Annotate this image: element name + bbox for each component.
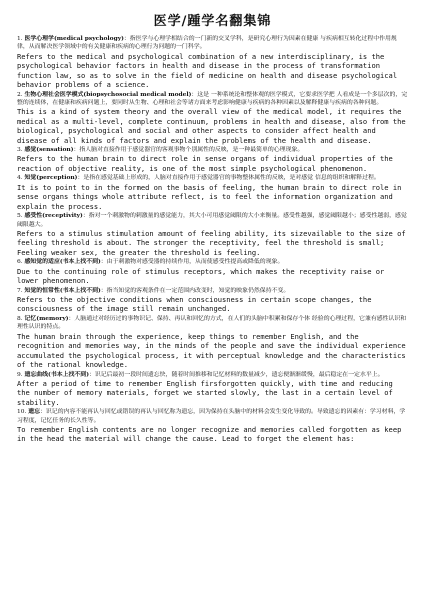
entry (17, 174, 408, 211)
entry-english: Refers to the human brain to direct role in sense organs of individual properties of the reaction of objective reality, is one of the most simple psychological phenomenon. (17, 154, 393, 173)
entry (17, 258, 408, 285)
entry-number: 1. (17, 36, 23, 42)
entry (17, 35, 408, 90)
entry-chinese (17, 408, 408, 425)
entry-number: 9. (17, 371, 23, 378)
entry-term: 知觉(perception) (24, 174, 78, 182)
entry-term: 感知觉的适应(书本上找不到) (24, 258, 101, 266)
entry-chinese (17, 212, 408, 229)
entry-definition: ：是指在感觉基础上形成的，人脑对直接作用于感觉器官的事物整体属性的反映，是对感觉 信息的组织和解释过程。 (77, 175, 380, 182)
entry-number: 3. (17, 147, 23, 154)
entry-english: Refers to the medical and psychological combination of a new interdisciplinary, is the psychological behavior factors in health and disease in the process of transformation function law, so as to solve in the field of medicine on health and disease psychological behavior problems of a science. (17, 51, 398, 90)
entry-definition: ：指对一个刺激物的刺激量的感觉能力，其大小可用感觉阈限的大小来衡量。感受性越强，感觉阈限越小；感受性越弱，感觉阈限越大。 (17, 213, 407, 228)
entry-english: This is a kind of system theory and the overall view of the medical model, it requires the medical as a multi-level, complete continuum, problems in health and disease, also from the biological, psychological and social and other aspects to consider affect health and disease of all kinds of factors and explain the problems of the health and disease. (17, 107, 406, 145)
entry-chinese (17, 91, 408, 108)
entry-number: 10. (17, 409, 27, 416)
entry-english: Refers to the objective conditions when consciousness in certain scope changes, the consciousness of the image still remain unchanged. (17, 294, 372, 314)
entry-term: 医学心理学(medical psychology) (24, 35, 124, 42)
entry-term: 记忆(memory) (24, 314, 69, 322)
entry-chinese (17, 315, 408, 332)
entry-chinese (17, 146, 408, 154)
entry-english: To remember English contents are no longer recognize and memories called forgotten as keep in the head the material will change the cause. Lead to forget the element has: (17, 424, 402, 444)
entry (17, 408, 408, 444)
entry (17, 371, 408, 408)
entry-english: It is to point to in the formed on the basis of feeling, the human brain to direct role in sense organs things whole attribute reflect, is to feel the information organization and explain the process. (17, 182, 402, 211)
entry (17, 315, 408, 370)
entry-number: 8. (17, 315, 23, 322)
entry-number: 7. (17, 287, 23, 294)
entry-definition: ：识记后最初一段时间遗忘快，随着时间推移和记忆材料的数量减少，遗忘便渐渐缓慢，最后稳定在一定水平上。 (88, 371, 384, 378)
entry-chinese (17, 258, 408, 266)
entry-term: 生物心理社会医学模式(biopsychosocial medical model) (24, 90, 192, 98)
entry-english: Refers to a stimulus stimulation amount of feeling ability, its sizevailable to the size of feeling threshold is about. The stronger the receptivity, feel the threshold is small; Feeling weaker sex, the greater the threshold is feeling. (17, 228, 406, 257)
entry-definition: ：人脑通过对经历过的事物识记、保持、再认和回忆的方式，在人们的头脑中积累和保存个体 经验的心理过程，它兼有感性认识和理性认识的特点。 (17, 315, 407, 331)
entry-term: 知觉的恒常性(书本上找不到) (24, 286, 101, 294)
entry-definition: ：由于刺激物对感受器的持续作用，从而使感受性提高或降低的现象。 (100, 259, 284, 266)
entry-number: 6. (17, 259, 23, 266)
entry-number: 5. (17, 213, 23, 220)
entry-definition: ：指当知觉的客观条件在一定范围内改变时，知觉的映象仍然保持不变。 (100, 287, 290, 294)
entry-chinese (17, 174, 408, 182)
entry-chinese (17, 35, 408, 52)
entry-definition: ：指医学与心理学相结合的一门新的交叉学科，是研究心理行为因素在健康 与疾病相互转化过程中作用规律，从而解决医学领域中的有关健康和疾病的心理行为问题的一门科学。 (17, 36, 397, 51)
entry-english: After a period of time to remember English firsforgotten quickly, with time and reducing the number of memory materials, forget we started slowly, the last in a certain level of stability. (17, 378, 393, 407)
page-title: 医学/踵学名翻集锦 (153, 14, 272, 29)
entry-definition: ：识记的内容不能再认与回忆或错误的再认与回忆称为遗忘，因为保持在头脑中的材料会发生变化导致的。导致遗忘的因素有：学习材料，学习程度，记忆任务的长久性等。 (17, 409, 406, 424)
entry-english: Due to the continuing role of stimulus receptors, which makes the receptivity raise or lower phenomenon. (17, 266, 385, 286)
entry-definition: ：这是 一种系统论和整体观的医学模式，它要求医学把 人看成是一个多层次的，完整的连续体，在健康和疾病问题上，要同时从生物、心理和社会等诸方面来考虑影响健康与疾病的各种因素以及解释健康与疾病的各种问题。 (17, 91, 408, 106)
entry (17, 212, 408, 257)
entry-term: 感受性(receptivity) (24, 212, 83, 220)
entry-number: 2. (17, 91, 23, 98)
entry (17, 91, 408, 146)
entry (17, 146, 408, 173)
entry-chinese (17, 287, 408, 295)
entry-chinese (17, 371, 408, 379)
entry-term: 遗忘曲线(书本上找不到) (24, 370, 89, 378)
entry-definition: ：指人脑对直接作用于感觉器官的客观事物个别属性的反映，是一种最简单的心理现象。 (73, 147, 304, 154)
entry-english: The human brain through the experience, keep things to remember English, and the recognition and memories way, in the minds of the people and save the individual experience accumulated the psychological process, it with perceptual knowledge and the characteristics of the rational knowledge. (17, 331, 406, 370)
entry-number: 4. (17, 175, 23, 182)
entry (17, 287, 408, 314)
entry-term: 感觉(sensation) (24, 146, 74, 154)
entry-term: 遗忘 (28, 408, 41, 416)
